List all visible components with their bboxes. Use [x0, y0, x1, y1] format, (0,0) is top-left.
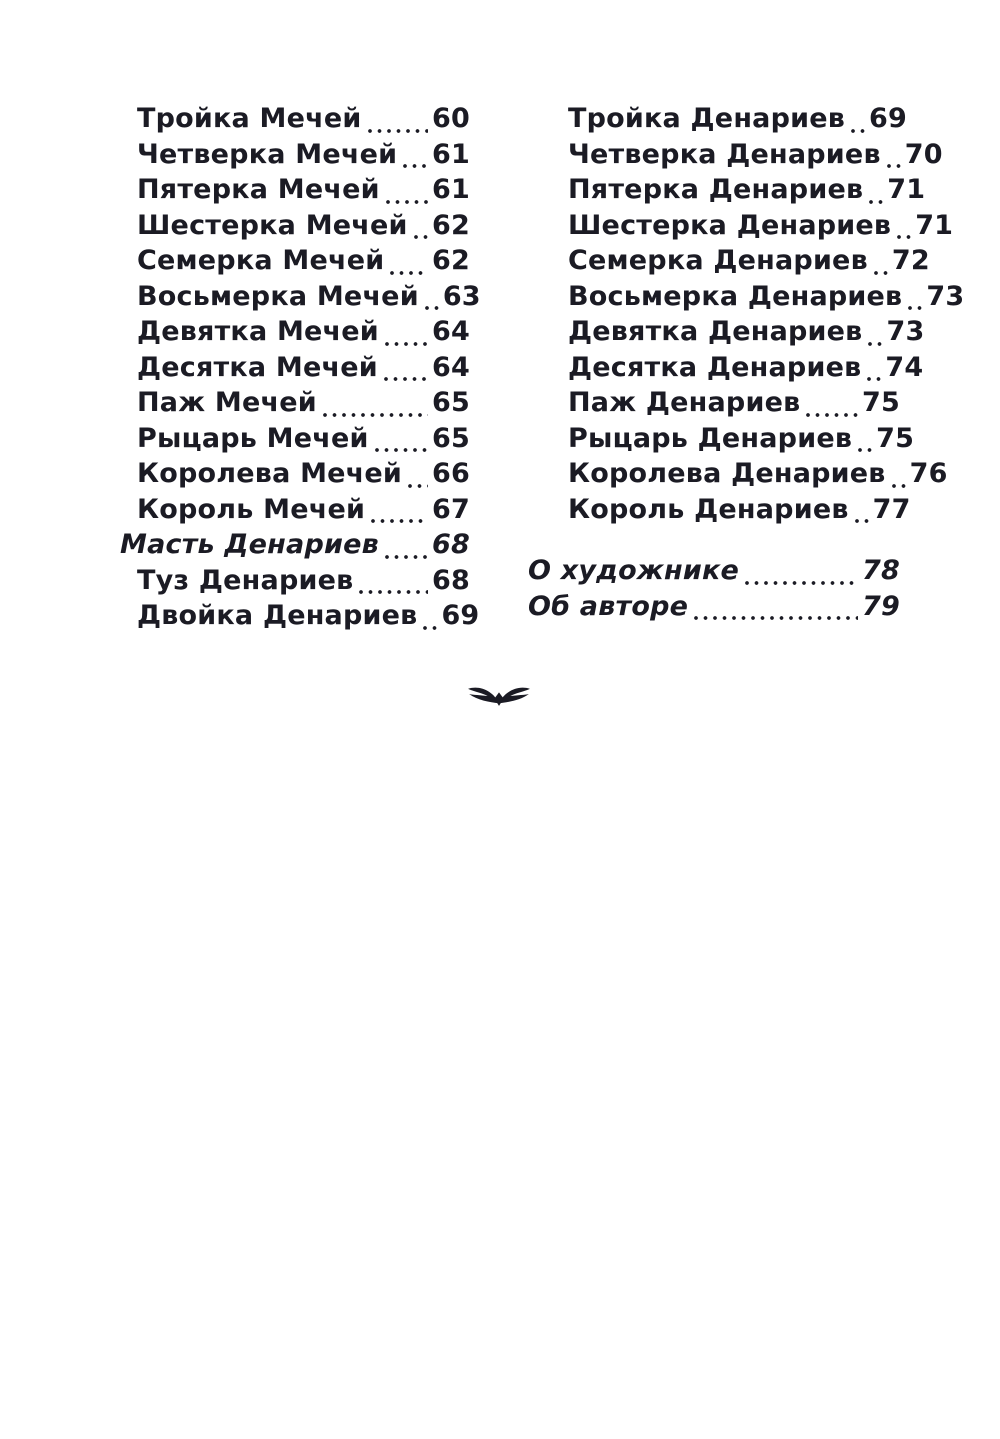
toc-entry-page: 61 — [432, 138, 470, 170]
toc-entry-label: Семерка Денариев — [568, 245, 868, 276]
dot-leader — [908, 306, 922, 310]
toc-entry — [528, 280, 965, 317]
toc-column-right — [528, 103, 965, 626]
toc-entry-label: Четверка Денариев — [568, 138, 881, 170]
toc-entry-page: 77 — [872, 493, 911, 525]
dot-leader — [323, 413, 428, 417]
toc-entry-label: Тройка Денариев — [568, 103, 846, 134]
dot-leader — [423, 626, 437, 630]
toc-entry-page: 69 — [869, 103, 908, 134]
toc-entry — [120, 458, 470, 494]
dot-leader — [368, 129, 429, 133]
dot-leader — [359, 590, 428, 594]
toc-entry — [528, 422, 915, 459]
toc-right-entries — [528, 103, 965, 529]
dot-leader — [694, 616, 858, 620]
toc-entry-label: Паж Денариев — [568, 387, 801, 418]
toc-entry-page: 78 — [862, 555, 900, 586]
toc-entry-label: Восьмерка Мечей — [137, 280, 419, 312]
toc-entry-page: 65 — [432, 387, 470, 418]
toc-entry — [120, 387, 470, 423]
dot-leader — [414, 235, 428, 239]
toc-entry — [528, 103, 908, 139]
toc-entry — [528, 493, 911, 530]
winged-fleuron-icon — [466, 681, 532, 709]
toc-entry — [120, 565, 470, 601]
dot-leader — [403, 164, 428, 168]
toc-entry-label: Пятерка Денариев — [568, 174, 864, 205]
toc-entry-page: 73 — [886, 316, 925, 347]
toc-entry-page: 71 — [915, 209, 954, 241]
toc-entry-label: Об авторе — [528, 590, 689, 622]
toc-entry-label: Король Денариев — [568, 493, 849, 525]
dot-leader — [375, 448, 428, 452]
dot-leader — [892, 484, 906, 488]
toc-entry — [528, 591, 900, 627]
dot-leader — [858, 448, 872, 452]
toc-entry-label: Рыцарь Мечей — [137, 422, 369, 454]
toc-entry-page: 71 — [887, 174, 926, 205]
toc-entry-page: 61 — [432, 174, 470, 205]
toc-entry-page: 75 — [862, 387, 900, 418]
toc-entry-label: Королева Денариев — [568, 458, 886, 489]
toc-entry-page: 69 — [441, 600, 480, 631]
toc-entry-page: 72 — [891, 245, 930, 276]
toc-entry — [120, 245, 470, 281]
dot-leader — [384, 377, 428, 381]
toc-entry-page: 79 — [862, 590, 900, 622]
toc-entry-label: Туз Денариев — [137, 564, 354, 596]
toc-entry-page: 68 — [432, 529, 470, 560]
toc-entry — [528, 555, 900, 591]
toc-entry — [528, 316, 925, 352]
dot-leader — [386, 200, 428, 204]
toc-entry-page: 62 — [432, 209, 470, 241]
toc-entry-label: Королева Мечей — [137, 458, 403, 489]
toc-column-left — [120, 103, 481, 636]
toc-entry-label: Девятка Мечей — [137, 316, 379, 347]
toc-entry-label: Рыцарь Денариев — [568, 422, 853, 454]
toc-entry-page: 63 — [442, 280, 481, 312]
toc-right-footer — [528, 555, 900, 626]
toc-entry-label: Четверка Мечей — [137, 138, 398, 170]
toc-entry — [120, 103, 470, 139]
dot-leader — [385, 342, 428, 346]
toc-entry-label: Семерка Мечей — [137, 245, 385, 276]
dot-leader — [408, 484, 428, 488]
toc-entry-page: 75 — [876, 422, 915, 454]
toc-entry-label: Масть Денариев — [120, 529, 379, 560]
toc-entry-label: Тройка Мечей — [137, 103, 362, 134]
toc-entry — [120, 174, 470, 210]
toc-entry-page: 65 — [432, 422, 470, 454]
dot-leader — [867, 377, 881, 381]
toc-entry — [528, 458, 948, 494]
toc-entry-page: 74 — [885, 351, 924, 383]
dot-leader — [887, 164, 901, 168]
toc-entry-label: Пятерка Мечей — [137, 174, 380, 205]
toc-entry-label: Двойка Денариев — [137, 600, 418, 631]
toc-entry — [120, 494, 470, 530]
dot-leader — [869, 200, 883, 204]
dot-leader — [806, 413, 858, 417]
toc-entry-page: 70 — [904, 138, 943, 170]
toc-entry-page: 67 — [432, 493, 470, 525]
dot-leader — [385, 555, 428, 559]
toc-entry-label: Десятка Денариев — [568, 351, 862, 383]
toc-entry — [528, 209, 954, 246]
toc-entry-label: Король Мечей — [137, 493, 366, 525]
toc-entry-label: Десятка Мечей — [137, 351, 378, 383]
dot-leader — [390, 271, 428, 275]
dot-leader — [851, 129, 865, 133]
dot-leader — [855, 519, 869, 523]
toc-entry-page: 73 — [926, 280, 965, 312]
toc-entry — [528, 138, 943, 175]
toc-entry — [120, 280, 481, 317]
toc-entry — [120, 210, 470, 246]
toc-entry — [120, 529, 470, 565]
toc-entry-page: 76 — [909, 458, 948, 489]
dot-leader — [874, 271, 888, 275]
toc-entry — [120, 316, 470, 352]
dot-leader — [868, 342, 882, 346]
toc-footer-gap — [528, 529, 900, 555]
toc-entry-page: 64 — [432, 351, 470, 383]
toc-entry-label: О художнике — [528, 555, 740, 586]
toc-entry — [528, 351, 924, 388]
toc-entry-label: Шестерка Денариев — [568, 209, 892, 241]
toc-entry-page: 64 — [432, 316, 470, 347]
toc-entry — [120, 423, 470, 459]
dot-leader — [425, 306, 439, 310]
toc-entry-label: Девятка Денариев — [568, 316, 863, 347]
toc-entry-page: 68 — [432, 564, 470, 596]
toc-entry-label: Паж Мечей — [137, 387, 317, 418]
toc-entry — [528, 174, 926, 210]
toc-entry — [120, 139, 470, 175]
toc-entry — [528, 245, 930, 281]
toc-entry — [120, 352, 470, 388]
toc-entry-page: 60 — [432, 103, 470, 134]
toc-entry — [528, 387, 900, 423]
dot-leader — [897, 235, 911, 239]
dot-leader — [745, 581, 858, 585]
toc-entry-page: 62 — [432, 245, 470, 276]
dot-leader — [371, 519, 428, 523]
toc-entry-label: Шестерка Мечей — [137, 209, 408, 241]
toc-entry-label: Восьмерка Денариев — [568, 280, 903, 312]
toc-entry — [120, 600, 480, 636]
toc-entry-page: 66 — [432, 458, 470, 489]
